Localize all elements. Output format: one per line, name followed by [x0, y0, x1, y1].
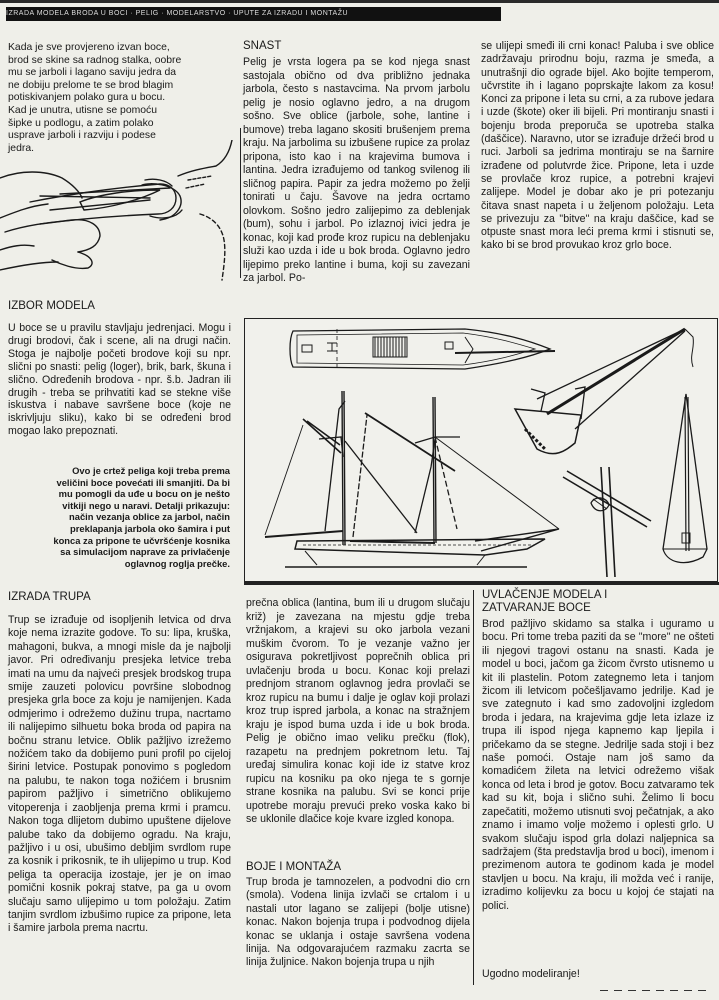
boje-text: Trup broda je tamnozelen, a podvodni dio crn (smola). Vodena linija izvlači se crtalom i u nastali utor lagano se zalijepi (bolje utisne) konac. Nakon bojenja trupa i podvodnog dijela konac se uklanja i ostaje savršena vodena linija. Na odgovarajućem razmaku zacrta se linija žuljnice. Nakon bojenja trupa u njih: [246, 876, 470, 969]
izbor-text: U boce se u pravilu stavljaju jedrenjaci. Mogu i drugi brodovi, čak i scene, ali na drugi način. Stoga je najbolje početi brodove koji su npr. slični po snasti: pelig (loger), brik, bark, škuna i slično. Određenih brodova - npr. š.b. Jadran ili drugih - treba se prihvatiti kad se stekne više iskustva i nabave savršene boce (koje ne iskrivljuju sliku), kako bi se određeni brod mogao lako prepoznati.: [8, 322, 231, 438]
snast-continued-text: se ulijepi smeđi ili crni konac! Paluba i sve oblice zadržavaju prirodnu boju, razma je smeđa, a unutrašnji dio ograde bijel. Ako bojite temperom, učvrstite ih i lagano poprskajte lakom za kosu! Konci za pripone i leta su crni, a za rubove jedara i uzde (škote) oker ili bijeli. Pri montiranju snasti i bojenju broda preporuča se upotreba stalka (daščice). Naravno, utor se izrađuje držeći brod u ruci. Jarboli sa jedrima montiraju se na šarnire izrađene od polutvrde žice. Pripone, leta i uzde se provlače kroz rupice, a potrebni krajevi zalijepe. Model je dobar ako je pri potezanju čitava snast napeta i u željenom položaju. Leta se privezuju za "bitve" na kraju daščice, kad se otpuste snast mora leći prema krmi i stisnuti se, kako bi se brod provukao kroz grlo boce.: [481, 40, 714, 252]
izrada-heading: IZRADA TRUPA: [8, 591, 91, 603]
signoff: [482, 968, 580, 980]
figure-bottom-rule: [244, 582, 719, 585]
column-rule: [240, 128, 241, 278]
header-band-text: IZRADA MODELA BRODA U BOCI · PELIG · MODELARSTVO · UPUTE ZA IZRADU I MONTAŽU: [6, 10, 349, 17]
figure-caption-text: Ovo je crtež peliga koji treba prema veličini boce povećati ili smanjiti. Da bi mu pomogli da uđe u bocu on je nešto vitkiji nego u naravi. Detalji prikazuju: način vezanja oblice za jarbol, način preklapanja jarbola oko šamira i put konca za pripone te učvršćenje kosnika sa simulacijom naprave za privlačenje oglavnog roglja prečke.: [53, 465, 230, 569]
izrada-section: [8, 591, 231, 936]
boje-section: [246, 861, 470, 970]
rigging-continued-text: prečna oblica (lantina, bum ili u drugom slučaju križ) je zavezana na mjestu gdje treba vržnjakom, a krajevi su oko jarbola vezani muškim čvorom. To je vezanje važno jer osigurava pokretljivost poprečnih oblica pri uvlačenju broda u bocu. Konac koji prelazi prednjom stranom oglavnog jedra provlači se kroz rupicu na bumu i dalje je oglav koji prolazi kroz trup ispred jarbola, a konac na stražnjem kraju je ispod buma uzda i ide u bok broda. Pelig je obično imao veliku prečku (flok), razapetu na prednjem pokretnom letu. Taj uređaj simulira konac koji ide iz statve kroz rupicu na kosniku pa oko njega te s gornje strane kosnika na palubu. Svi se konci prije upotrebe moraju prevući preko voska kako bi se uklonile dlačice koje kvare izgled konopa.: [246, 597, 470, 825]
signoff-text: Ugodno modeliranje!: [482, 968, 580, 980]
uvlacenje-heading: UVLAČENJE MODELA I ZATVARANJE BOCE: [482, 589, 608, 614]
izrada-text: Trup se izrađuje od isopljenih letvica od drva koje nema izrazite godove. To su: lipa, kruška, mahagoni, bukva, a mnogi misle da je najbolji javor. Pri određivanju presjeka letvice treba imati na umu da najveći presjek brodskog trupa smije zauzeti polovicu površine slobodnog presjeka grla boce za koju je namijenjen. Kada odmjerimo i odrežemo dužinu trupa, nacrtamo ili nalijepimo silhuetu boka broda od papira na bočnu stranu letvice. Oblik pažljivo izrežemo nožićem tako da dobijemo puni profil po cijeloj širini letvice. Postupak ponovimo s pogledom na palubu, te nakon toga nožićem i brusnim papirom pažljivo i simetrično oblikujemo vitoperenja i zaobljenja prema krmi i pramcu. Nakon toga dlijetom dubimo upuštene dijelove palube tako da dobijemo ogradu. Na kraju, pažljivo i u osi, ubušimo debljim svrdlom rupe za kosnik i prikosnik, te ih ulijepimo u trup. Kod peliga ta operacija izostaje, jer je on imao pomični kosnik pokraj statve, pa ga u ovom slučaju samo ulijepimo u tom položaju. Zatim tanjim svrdlom izbušimo rupice za pripone, leta i šamire jarbola prema nacrtu.: [8, 614, 231, 935]
snast-heading: SNAST: [243, 40, 282, 52]
top-rule: [0, 0, 719, 3]
uvlacenje-section: [482, 589, 714, 913]
izbor-section: [8, 300, 231, 438]
intro-text: Kada je sve provjereno izvan boce, brod se skine sa radnog stalka, oobre mu se jarboli i lagano saviju jedra da ne dobiju prelome te se brod blagim potiskivanjem polako gura u bocu. Kad je unutra, utisne se pomoću šipke u podlogu, a zatim polako uspravе jarboli i razviju i podese jedra.: [8, 42, 182, 154]
snast-section: [243, 40, 470, 286]
ship-plan-drawing: [245, 319, 717, 581]
figure-caption: [50, 465, 230, 569]
intro-paragraph: [8, 42, 183, 155]
rigging-continued: [246, 597, 470, 827]
uvlacenje-text: Brod pažljivo skidamo sa stalka i uguramo u bocu. Pri tome treba paziti da se "more" ne ošteti ili njegovi tragovi ostanu na snasti. Kada je model u boci, jačom ga žicom čvrsto utisnemo u kit ili plastelin. Potom zategnemo leta i tanjom žicom ili letvicom počešljavamo jedrilje. Kad je sve zategnuto i kad smo zadovoljni izgledom broda i jedara, na krajevima gdje leta izlaze iz trupa ili ispod njega kapnemo kap ljepila i pričekamo da se stegne. Jedrilje sada stoji i bez naše pomoći. Ostaje nam još samo da komadićem žileta na letvici odrežemo višak konca od leta i brod je gotov. Bocu zatvaramo tek kad su kit, boja i slično suhi. Želimo li bocu zapečatiti, možemo utisnuti svoj pečatnjak, a ako znamo i imamo volje možemo i oplesti grlo. U svakom slučaju ispod grla dolazi naljepnica sa sadržajem (šta predstavlja brod u boci), imenom i prezimenom autora te godinom kada je model stavljen u bocu. Na kraju, ili možda već i ranije, izradimo kolijevku za bocu u kojoj će stajati na polici.: [482, 618, 714, 912]
fore-mast: [433, 397, 436, 543]
hand-right-outline: [178, 140, 232, 176]
column-rule-right: [473, 590, 474, 985]
hands-bottle-illustration: [0, 140, 240, 290]
izbor-heading: IZBOR MODELA: [8, 300, 95, 312]
schooner-hull: [295, 539, 545, 555]
boje-heading: BOJE I MONTAŽA: [246, 861, 341, 873]
snast-continued: [481, 40, 714, 253]
ship-plan-figure: [244, 318, 718, 582]
mast-joint-detail: [601, 467, 615, 577]
dashed-rule: [600, 990, 710, 991]
deck-hatch: [373, 337, 407, 357]
snast-text: Pelig je vrsta logera pa se kod njega snast sastojala obično od dva približno jednaka jarbola, često s nastavcima. Na prvom jarbolu pelig je nosio oglavno jedro, a na drugom sošno. Sve oblice (jarbole, sohe, lantine i bumove) treba lagano skositi brušenjem prema kraju. Na jarbolima su izbušene rupice za prolaz pripona, isto kao i na krajevima bumova i lantina. Jedra izrađujemo od tankog svilenog ili sličnog papira. Papir za jedra možemo po želji tonirati u čaju. Šavove na jedra ocrtamo olovkom. Sošno jedro zalijepimo za deblenjak (bum), sohu i jarbol. Po izlaznoj ivici jedra je konac, koji kad prođe kroz rupicu na deblenjaku služi kao uzda i ide u bok broda. Oglavno jedro lijepimo preko lantine i buma, koji su zavezani za jarbol. Po-: [243, 56, 470, 284]
main-mast: [342, 391, 345, 545]
bow-detail: [515, 409, 581, 454]
header-band: [6, 7, 501, 21]
